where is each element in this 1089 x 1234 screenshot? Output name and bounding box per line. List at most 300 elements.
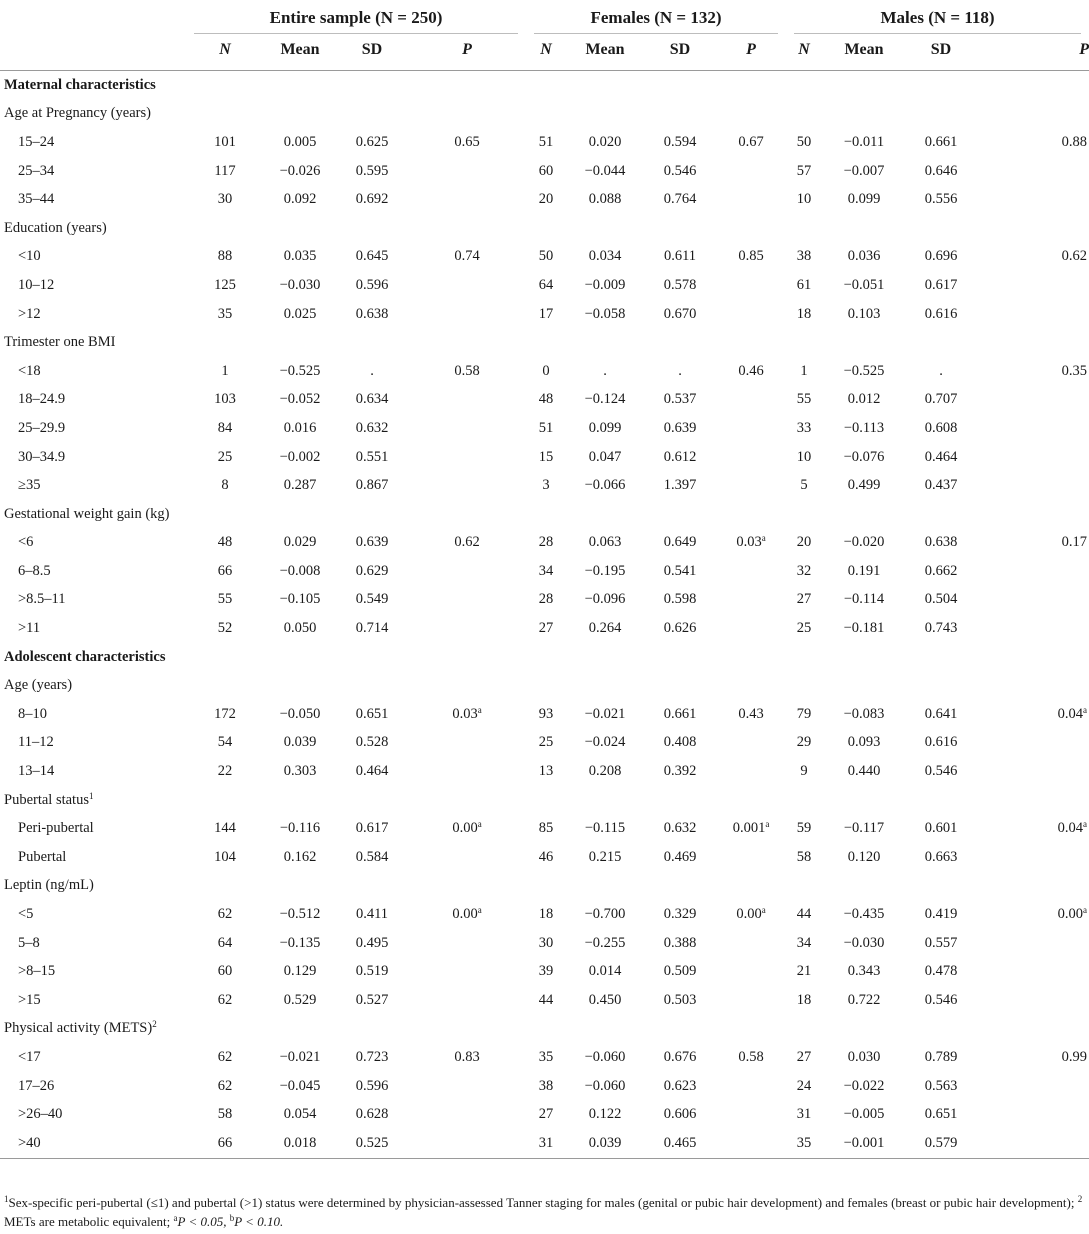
section-title: Maternal characteristics xyxy=(4,76,156,93)
cell-females-mean: −0.060 xyxy=(584,1077,626,1094)
cell-females-p xyxy=(716,529,786,558)
cell-males-n: 79 xyxy=(796,705,812,722)
cell-females-mean: −0.060 xyxy=(584,1048,626,1065)
cell-males-mean: −0.051 xyxy=(843,276,885,293)
p-value: 0.43 xyxy=(738,705,764,722)
cell-males-sd: 0.789 xyxy=(924,1048,958,1065)
p-value: 0.001 xyxy=(732,820,766,837)
col-header-males-sd: SD xyxy=(906,30,976,71)
cell-entire-mean: 0.287 xyxy=(283,477,317,494)
cell-males-p xyxy=(976,757,1089,786)
cell-females-mean: 0.264 xyxy=(588,620,622,637)
p-value: 0.03 xyxy=(736,534,762,551)
footnote-pb-text: P < 0.10. xyxy=(234,1214,284,1229)
cell-entire-sd: 0.528 xyxy=(355,734,389,751)
cell-females-p xyxy=(716,243,786,272)
cell-entire-mean: −0.052 xyxy=(279,391,321,408)
row-label: >8–15 xyxy=(18,963,56,980)
cell-females-n: 39 xyxy=(538,963,554,980)
cell-entire-n: 125 xyxy=(214,276,236,293)
cell-females-mean: −0.700 xyxy=(584,906,626,923)
table-row xyxy=(0,443,1089,472)
cell-males-mean: −0.007 xyxy=(843,162,885,179)
cell-entire-mean: −0.525 xyxy=(279,362,321,379)
category-label xyxy=(0,100,1089,129)
cell-males-p xyxy=(976,1129,1089,1158)
cell-females-sd: 0.649 xyxy=(663,534,697,551)
cell-males-p xyxy=(976,414,1089,443)
p-value: 0.62 xyxy=(454,534,480,551)
cell-entire-n: 62 xyxy=(217,1077,233,1094)
cell-males-n: 27 xyxy=(796,591,812,608)
cell-females-n: 27 xyxy=(538,620,554,637)
cell-entire-p xyxy=(408,471,526,500)
cell-entire-n: 62 xyxy=(217,1048,233,1065)
category-row xyxy=(0,214,1089,243)
cell-males-p xyxy=(976,243,1089,272)
cell-females-n: 64 xyxy=(538,276,554,293)
cell-females-sd: 0.392 xyxy=(663,763,697,780)
cell-females-p xyxy=(716,357,786,386)
cell-males-mean: −0.181 xyxy=(843,620,885,637)
cell-males-n: 21 xyxy=(796,963,812,980)
cell-females-n: 51 xyxy=(538,133,554,150)
cell-entire-p xyxy=(408,185,526,214)
p-value-sup: a xyxy=(477,905,482,916)
cell-males-p xyxy=(976,1043,1089,1072)
row-label: 5–8 xyxy=(18,934,40,951)
row-label: 17–26 xyxy=(18,1077,55,1094)
cell-females-mean: 0.122 xyxy=(588,1106,622,1123)
cell-males-n: 31 xyxy=(796,1106,812,1123)
table-row xyxy=(0,729,1089,758)
cell-entire-n: 103 xyxy=(214,391,236,408)
cell-males-n: 61 xyxy=(796,276,812,293)
cell-males-p xyxy=(976,300,1089,329)
cell-females-sd: 0.329 xyxy=(663,906,697,923)
cell-males-p xyxy=(976,929,1089,958)
row-label: 35–44 xyxy=(18,191,55,208)
cell-females-p xyxy=(716,814,786,843)
cell-entire-sd: 0.551 xyxy=(355,448,389,465)
cell-males-sd: 0.563 xyxy=(924,1077,958,1094)
cell-males-p xyxy=(976,529,1089,558)
cell-entire-p xyxy=(408,357,526,386)
table-row xyxy=(0,614,1089,643)
cell-females-sd: 0.639 xyxy=(663,419,697,436)
category-label xyxy=(0,872,1089,901)
cell-males-p xyxy=(976,900,1089,929)
cell-males-sd: 0.437 xyxy=(924,477,958,494)
cell-males-mean: −0.020 xyxy=(843,534,885,551)
footnote-marker-a: a xyxy=(173,1213,178,1223)
cell-males-mean: −0.005 xyxy=(843,1106,885,1123)
cell-females-p xyxy=(716,386,786,415)
cell-entire-mean: −0.045 xyxy=(279,1077,321,1094)
table-row xyxy=(0,957,1089,986)
cell-entire-mean: 0.035 xyxy=(283,248,317,265)
cell-entire-sd: 0.411 xyxy=(355,906,389,923)
category-label-text: Age at Pregnancy (years) xyxy=(4,105,151,122)
section-row xyxy=(0,643,1089,672)
cell-females-mean: 0.099 xyxy=(588,419,622,436)
cell-males-n: 1 xyxy=(800,362,808,379)
category-label-sup: 1 xyxy=(88,790,94,801)
cell-males-sd: 0.696 xyxy=(924,248,958,265)
cell-males-sd: 0.464 xyxy=(924,448,958,465)
cell-males-p xyxy=(976,357,1089,386)
cell-entire-n: 172 xyxy=(214,705,236,722)
cell-entire-p xyxy=(408,157,526,186)
cell-females-n: 51 xyxy=(538,419,554,436)
cell-females-mean: 0.039 xyxy=(566,1129,644,1158)
corner-cell xyxy=(0,30,186,71)
row-label: <6 xyxy=(18,534,34,551)
cell-males-sd: 0.743 xyxy=(924,620,958,637)
cell-females-p xyxy=(716,700,786,729)
cell-entire-mean: −0.105 xyxy=(279,591,321,608)
cell-males-mean: −0.022 xyxy=(843,1077,885,1094)
p-value: 0.62 xyxy=(1061,248,1088,265)
cell-entire-mean: 0.129 xyxy=(283,963,317,980)
cell-females-mean: 0.020 xyxy=(588,133,622,150)
row-label: >40 xyxy=(0,1129,186,1158)
cell-entire-sd: 0.525 xyxy=(336,1129,408,1158)
p-value: 0.65 xyxy=(454,133,480,150)
cell-females-mean: −0.024 xyxy=(584,734,626,751)
cell-males-n: 10 xyxy=(796,448,812,465)
cell-females-mean: 0.034 xyxy=(588,248,622,265)
table-row xyxy=(0,586,1089,615)
group-header-row xyxy=(0,0,1089,30)
table-row xyxy=(0,157,1089,186)
cell-entire-p xyxy=(408,700,526,729)
p-value: 0.35 xyxy=(1061,362,1088,379)
cell-entire-sd: 0.651 xyxy=(355,705,389,722)
cell-entire-mean: −0.512 xyxy=(279,906,321,923)
cell-entire-p xyxy=(408,614,526,643)
cell-entire-sd: 0.645 xyxy=(355,248,389,265)
cell-females-mean: −0.058 xyxy=(584,305,626,322)
cell-entire-sd: 0.495 xyxy=(355,934,389,951)
row-label: >12 xyxy=(18,305,41,322)
cell-males-sd: 0.646 xyxy=(924,162,958,179)
cell-entire-mean: −0.116 xyxy=(279,820,321,837)
cell-entire-sd: 0.584 xyxy=(355,848,389,865)
cell-males-sd: 0.616 xyxy=(924,305,958,322)
cell-females-p xyxy=(716,929,786,958)
cell-entire-p xyxy=(408,814,526,843)
col-header-males-n: N xyxy=(786,30,822,71)
cell-females-sd: 0.611 xyxy=(663,248,697,265)
category-label xyxy=(0,214,1089,243)
table-row xyxy=(0,386,1089,415)
column-header-row xyxy=(0,30,1089,71)
cell-males-p xyxy=(976,128,1089,157)
cell-females-mean: 0.063 xyxy=(588,534,622,551)
cell-entire-sd: 0.596 xyxy=(355,1077,389,1094)
cell-males-sd: 0.546 xyxy=(924,991,958,1008)
cell-males-n: 18 xyxy=(796,305,812,322)
table-row xyxy=(0,900,1089,929)
cell-females-n: 60 xyxy=(538,162,554,179)
cell-females-sd: 0.606 xyxy=(663,1106,697,1123)
row-label: >8.5–11 xyxy=(18,591,66,608)
table-row xyxy=(0,1072,1089,1101)
cell-males-mean: −0.113 xyxy=(843,419,885,436)
cell-entire-p xyxy=(408,843,526,872)
cell-males-p xyxy=(976,986,1089,1015)
table-row xyxy=(0,529,1089,558)
cell-entire-mean: −0.030 xyxy=(279,276,321,293)
row-label: 18–24.9 xyxy=(18,391,66,408)
table-row xyxy=(0,814,1089,843)
cell-entire-n: 117 xyxy=(214,162,236,179)
footnote-marker-1: 1 xyxy=(4,1194,9,1204)
cell-entire-sd: 0.632 xyxy=(355,419,389,436)
row-label: 30–34.9 xyxy=(18,448,66,465)
cell-males-mean: 0.099 xyxy=(847,191,881,208)
cell-females-p xyxy=(716,300,786,329)
cell-entire-n: 55 xyxy=(217,591,233,608)
cell-females-sd: 0.578 xyxy=(663,276,697,293)
row-label: 15–24 xyxy=(18,133,55,150)
cell-entire-n: 62 xyxy=(217,906,233,923)
cell-entire-n: 25 xyxy=(217,448,233,465)
cell-entire-p xyxy=(408,443,526,472)
cell-females-p xyxy=(716,185,786,214)
cell-entire-p xyxy=(408,271,526,300)
cell-males-n: 29 xyxy=(796,734,812,751)
cell-females-sd: 1.397 xyxy=(663,477,697,494)
cell-males-n: 10 xyxy=(796,191,812,208)
cell-entire-sd: 0.629 xyxy=(355,562,389,579)
cell-entire-sd: 0.692 xyxy=(355,191,389,208)
cell-entire-sd: 0.723 xyxy=(355,1048,389,1065)
cell-males-p xyxy=(976,586,1089,615)
cell-females-p xyxy=(716,843,786,872)
cell-females-n: 31 xyxy=(526,1129,566,1158)
cell-entire-n: 84 xyxy=(217,419,233,436)
cell-males-n: 20 xyxy=(796,534,812,551)
col-header-entire-p: P xyxy=(408,30,526,71)
cell-entire-p xyxy=(408,414,526,443)
cell-entire-sd: 0.595 xyxy=(355,162,389,179)
cell-females-sd: . xyxy=(678,362,682,379)
cell-males-mean: −0.076 xyxy=(843,448,885,465)
p-value: 0.58 xyxy=(454,362,480,379)
cell-females-sd: 0.503 xyxy=(663,991,697,1008)
cell-males-n: 33 xyxy=(796,419,812,436)
p-value-sup: a xyxy=(1083,905,1088,916)
cell-entire-n: 30 xyxy=(217,191,233,208)
cell-entire-mean: −0.002 xyxy=(279,448,321,465)
cell-entire-p xyxy=(408,900,526,929)
col-header-entire-mean: Mean xyxy=(264,30,336,71)
cell-entire-mean: 0.303 xyxy=(283,763,317,780)
cell-females-sd: 0.661 xyxy=(663,705,697,722)
cell-males-p xyxy=(976,471,1089,500)
cell-females-sd: 0.670 xyxy=(663,305,697,322)
cell-females-n: 28 xyxy=(538,534,554,551)
row-label: <5 xyxy=(18,906,34,923)
cell-entire-mean: 0.018 xyxy=(264,1129,336,1158)
cell-males-p xyxy=(976,843,1089,872)
cell-males-n: 5 xyxy=(800,477,808,494)
category-row xyxy=(0,1015,1089,1044)
cell-entire-sd: . xyxy=(370,362,374,379)
cell-entire-mean: −0.050 xyxy=(279,705,321,722)
p-value: 0.00 xyxy=(736,906,762,923)
p-value: 0.74 xyxy=(454,248,480,265)
cell-entire-p xyxy=(408,986,526,1015)
p-value: 0.04 xyxy=(1057,820,1084,837)
cell-females-sd: 0.465 xyxy=(644,1129,716,1158)
table-row xyxy=(0,357,1089,386)
cell-males-mean: −0.083 xyxy=(843,705,885,722)
category-label xyxy=(0,671,1089,700)
row-label: Peri-pubertal xyxy=(18,820,94,837)
col-header-females-p: P xyxy=(716,30,786,71)
cell-males-p xyxy=(976,957,1089,986)
cell-males-n: 58 xyxy=(796,848,812,865)
col-header-females-sd: SD xyxy=(644,30,716,71)
cell-entire-p xyxy=(408,957,526,986)
cell-females-sd: 0.623 xyxy=(663,1077,697,1094)
cell-males-mean: 0.499 xyxy=(847,477,881,494)
cell-females-mean: −0.255 xyxy=(584,934,626,951)
cell-males-sd: 0.641 xyxy=(924,705,958,722)
p-value: 0.58 xyxy=(738,1048,764,1065)
row-label: 25–29.9 xyxy=(18,419,66,436)
cell-males-mean: 0.093 xyxy=(847,734,881,751)
p-value: 0.85 xyxy=(738,248,764,265)
row-label: 10–12 xyxy=(18,276,55,293)
cell-entire-mean: −0.021 xyxy=(279,1048,321,1065)
cell-males-n: 34 xyxy=(796,934,812,951)
cell-entire-sd: 0.628 xyxy=(355,1106,389,1123)
cell-males-sd: 0.707 xyxy=(924,391,958,408)
corner-cell xyxy=(0,0,186,30)
cell-males-n: 44 xyxy=(796,906,812,923)
cell-males-p xyxy=(976,386,1089,415)
cell-females-n: 38 xyxy=(538,1077,554,1094)
cell-entire-mean: 0.016 xyxy=(283,419,317,436)
cell-females-p xyxy=(716,128,786,157)
table-row xyxy=(0,986,1089,1015)
cell-males-sd: 0.651 xyxy=(924,1106,958,1123)
p-value-sup: a xyxy=(761,533,766,544)
cell-entire-p xyxy=(408,386,526,415)
cell-entire-p xyxy=(408,557,526,586)
cell-males-sd: 0.504 xyxy=(924,591,958,608)
cell-males-mean: 0.343 xyxy=(847,963,881,980)
cell-males-mean: 0.103 xyxy=(847,305,881,322)
cell-females-p xyxy=(716,614,786,643)
cell-females-mean: 0.208 xyxy=(588,763,622,780)
cell-males-mean: −0.030 xyxy=(843,934,885,951)
cell-females-mean: 0.450 xyxy=(588,991,622,1008)
category-label xyxy=(0,328,1089,357)
cell-females-n: 35 xyxy=(538,1048,554,1065)
cell-females-sd: 0.594 xyxy=(663,133,697,150)
cell-females-p xyxy=(716,900,786,929)
table-row xyxy=(0,185,1089,214)
footnote-pubertal-text: Sex-specific peri-pubertal (≤1) and pubertal (>1) status were determined by physician-assessed Tanner staging for males (genital or pubic hair development) and females (breast or pubic hair development); xyxy=(8,1195,1075,1210)
table-body xyxy=(0,71,1089,1159)
row-label: 6–8.5 xyxy=(18,562,51,579)
cell-entire-n: 104 xyxy=(214,848,236,865)
section-title: Adolescent characteristics xyxy=(4,648,166,665)
cell-males-n: 27 xyxy=(796,1048,812,1065)
cell-males-n: 24 xyxy=(796,1077,812,1094)
cell-males-sd: 0.617 xyxy=(924,276,958,293)
row-label: <10 xyxy=(18,248,41,265)
cell-entire-mean: 0.054 xyxy=(283,1106,317,1123)
cell-entire-n: 66 xyxy=(217,562,233,579)
cell-males-sd: 0.616 xyxy=(924,734,958,751)
cell-females-n: 30 xyxy=(538,934,554,951)
group-females-header: Females (N = 132) xyxy=(526,0,786,30)
category-label xyxy=(0,1015,1089,1044)
cell-entire-sd: 0.527 xyxy=(355,991,389,1008)
cell-females-p xyxy=(716,586,786,615)
table-row xyxy=(0,929,1089,958)
p-value: 0.00 xyxy=(1057,906,1084,923)
cell-females-n: 44 xyxy=(538,991,554,1008)
cell-females-n: 17 xyxy=(538,305,554,322)
col-header-females-mean: Mean xyxy=(566,30,644,71)
cell-females-n: 28 xyxy=(538,591,554,608)
cell-entire-n: 35 xyxy=(217,305,233,322)
row-label: 11–12 xyxy=(18,734,54,751)
category-row xyxy=(0,500,1089,529)
cell-entire-mean: −0.135 xyxy=(279,934,321,951)
table-row xyxy=(0,471,1089,500)
cell-males-mean: −0.435 xyxy=(843,906,885,923)
footnote-pa-text: P < 0.05, xyxy=(177,1214,227,1229)
cell-females-mean: −0.096 xyxy=(584,591,626,608)
category-row xyxy=(0,100,1089,129)
row-label: >26–40 xyxy=(18,1106,63,1123)
cell-entire-sd: 0.867 xyxy=(355,477,389,494)
cell-males-p xyxy=(976,1100,1089,1129)
table-row xyxy=(0,557,1089,586)
cell-females-mean: 0.215 xyxy=(588,848,622,865)
table-row xyxy=(0,757,1089,786)
footnote-marker-b: b xyxy=(229,1213,235,1223)
cell-entire-p xyxy=(408,1043,526,1072)
category-label-text: Leptin (ng/mL) xyxy=(4,877,94,894)
cell-females-sd: 0.537 xyxy=(663,391,697,408)
cell-females-p xyxy=(716,471,786,500)
cell-females-n: 18 xyxy=(538,906,554,923)
row-label: 25–34 xyxy=(18,162,55,179)
row-label: >11 xyxy=(18,620,41,637)
cell-females-p xyxy=(716,271,786,300)
cell-males-n: 32 xyxy=(796,562,812,579)
cell-entire-mean: −0.008 xyxy=(279,562,321,579)
cell-females-sd: 0.509 xyxy=(663,963,697,980)
p-value-sup: a xyxy=(477,704,482,715)
cell-males-n: 35 xyxy=(786,1129,822,1158)
cell-males-sd: 0.546 xyxy=(924,763,958,780)
p-value: 0.88 xyxy=(1061,133,1088,150)
cell-entire-mean: 0.039 xyxy=(283,734,317,751)
category-label-text: Pubertal status xyxy=(4,791,89,808)
cell-males-mean: 0.036 xyxy=(847,248,881,265)
cell-females-sd: 0.764 xyxy=(663,191,697,208)
